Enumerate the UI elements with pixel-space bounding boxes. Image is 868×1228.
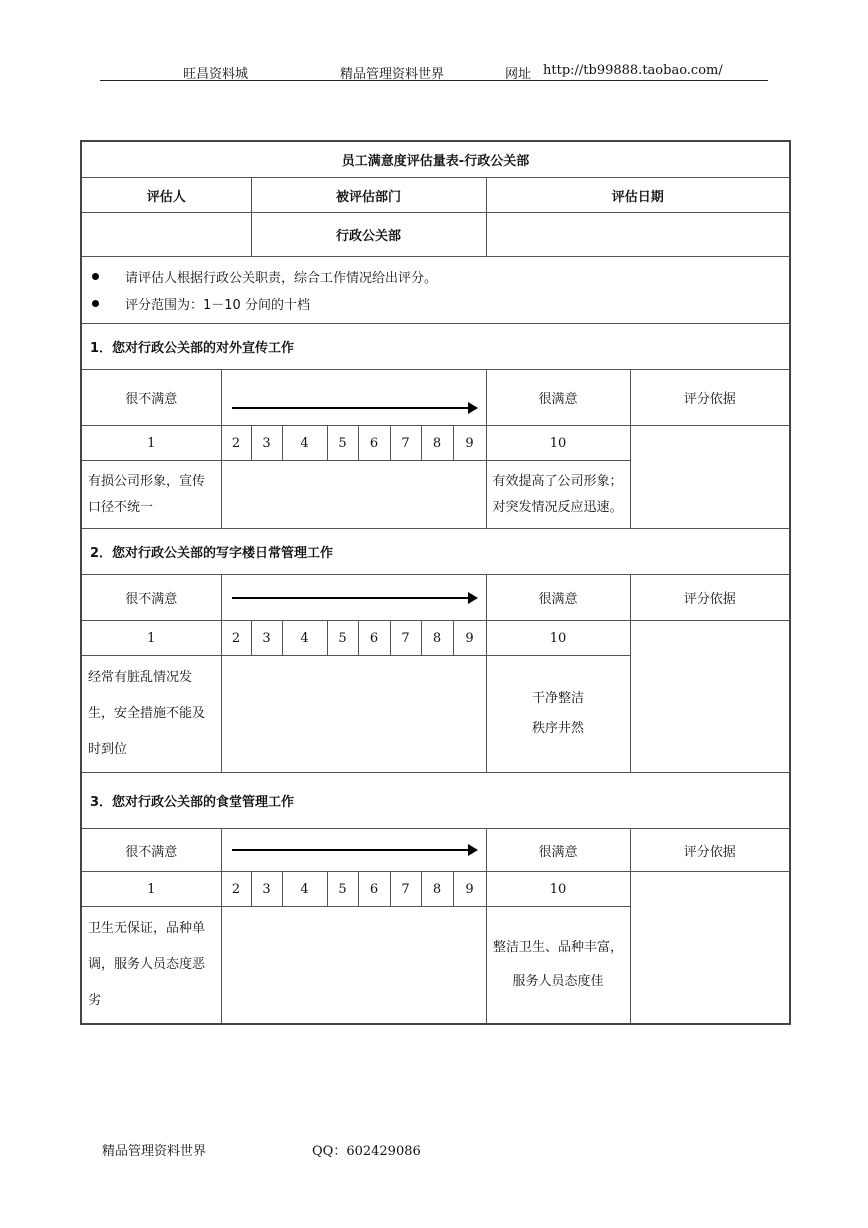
high-description: 有效提高了公司形象；对突发情况反应迅速。 [486, 461, 630, 529]
footer-left: 精品管理资料世界 [102, 1144, 207, 1159]
department-value: 行政公关部 [251, 213, 486, 257]
score-10[interactable]: 10 [486, 621, 630, 656]
score-4[interactable]: 4 [282, 426, 327, 461]
header-url-label: 网址 [505, 67, 532, 82]
footer-qq: QQ：602429086 [312, 1144, 421, 1159]
score-10[interactable]: 10 [486, 426, 630, 461]
score-6[interactable]: 6 [358, 426, 390, 461]
high-description [486, 656, 630, 773]
date-field[interactable] [486, 213, 790, 257]
score-2[interactable]: 2 [221, 621, 251, 656]
score-8[interactable]: 8 [421, 621, 453, 656]
score-1[interactable]: 1 [81, 872, 221, 907]
basis-label: 评分依据 [630, 829, 790, 872]
scale-low-label: 很不满意 [81, 829, 221, 872]
high-description [486, 907, 630, 1025]
form-title: 员工满意度评估量表-行政公关部 [81, 141, 790, 178]
instruction-text: 请评估人根据行政公关职责，综合工作情况给出评分。 [125, 271, 438, 286]
score-10[interactable]: 10 [486, 872, 630, 907]
mid-description [221, 656, 486, 773]
basis-field[interactable] [630, 426, 790, 529]
instruction-text: 评分范围为：1－10 分间的十档 [125, 298, 310, 313]
score-7[interactable]: 7 [390, 872, 421, 907]
basis-label: 评分依据 [630, 575, 790, 621]
score-8[interactable]: 8 [421, 872, 453, 907]
score-9[interactable]: 9 [453, 621, 486, 656]
score-5[interactable]: 5 [327, 426, 358, 461]
instructions [81, 257, 790, 324]
scale-low-label: 很不满意 [81, 370, 221, 426]
score-1[interactable]: 1 [81, 621, 221, 656]
evaluation-form [80, 140, 791, 1025]
bullet-icon [92, 273, 99, 280]
arrow-right-icon [232, 597, 476, 599]
col-evaluator: 评估人 [81, 178, 251, 213]
instruction-item [92, 290, 789, 317]
basis-field[interactable] [630, 872, 790, 1025]
score-5[interactable]: 5 [327, 621, 358, 656]
score-9[interactable]: 9 [453, 426, 486, 461]
instruction-item [92, 263, 789, 290]
arrow-right-icon [232, 407, 476, 409]
score-3[interactable]: 3 [251, 872, 282, 907]
score-3[interactable]: 3 [251, 621, 282, 656]
low-description: 经常有脏乱情况发生，安全措施不能及时到位 [81, 656, 221, 773]
bullet-icon [92, 300, 99, 307]
mid-description [221, 461, 486, 529]
arrow-right-icon [232, 849, 476, 851]
col-date: 评估日期 [486, 178, 790, 213]
score-5[interactable]: 5 [327, 872, 358, 907]
scale-high-label: 很满意 [486, 829, 630, 872]
scale-arrow [221, 370, 486, 426]
low-description: 有损公司形象，宣传口径不统一 [81, 461, 221, 529]
score-2[interactable]: 2 [221, 872, 251, 907]
score-3[interactable]: 3 [251, 426, 282, 461]
header-divider [100, 80, 768, 81]
question-title: 3．您对行政公关部的食堂管理工作 [81, 773, 790, 829]
score-8[interactable]: 8 [421, 426, 453, 461]
scale-high-label: 很满意 [486, 370, 630, 426]
score-2[interactable]: 2 [221, 426, 251, 461]
high-description-line: 秩序井然 [531, 721, 584, 736]
score-7[interactable]: 7 [390, 426, 421, 461]
score-4[interactable]: 4 [282, 872, 327, 907]
mid-description [221, 907, 486, 1025]
low-description: 卫生无保证，品种单调，服务人员态度恶劣 [81, 907, 221, 1025]
basis-label: 评分依据 [630, 370, 790, 426]
col-department: 被评估部门 [251, 178, 486, 213]
score-9[interactable]: 9 [453, 872, 486, 907]
basis-field[interactable] [630, 621, 790, 773]
score-1[interactable]: 1 [81, 426, 221, 461]
score-4[interactable]: 4 [282, 621, 327, 656]
scale-arrow [221, 829, 486, 872]
header-left: 旺昌资料城 [183, 67, 249, 82]
score-7[interactable]: 7 [390, 621, 421, 656]
header-url[interactable]: http://tb99888.taobao.com/ [543, 63, 723, 78]
high-description-line: 服务人员态度佳 [512, 974, 604, 989]
question-title: 2．您对行政公关部的写字楼日常管理工作 [81, 529, 790, 575]
high-description-line: 整洁卫生、品种丰富， [492, 940, 623, 955]
question-title: 1．您对行政公关部的对外宣传工作 [81, 324, 790, 370]
score-6[interactable]: 6 [358, 872, 390, 907]
scale-arrow [221, 575, 486, 621]
header-middle: 精品管理资料世界 [340, 67, 445, 82]
high-description-line: 干净整洁 [531, 691, 584, 706]
scale-low-label: 很不满意 [81, 575, 221, 621]
scale-high-label: 很满意 [486, 575, 630, 621]
evaluator-field[interactable] [81, 213, 251, 257]
score-6[interactable]: 6 [358, 621, 390, 656]
